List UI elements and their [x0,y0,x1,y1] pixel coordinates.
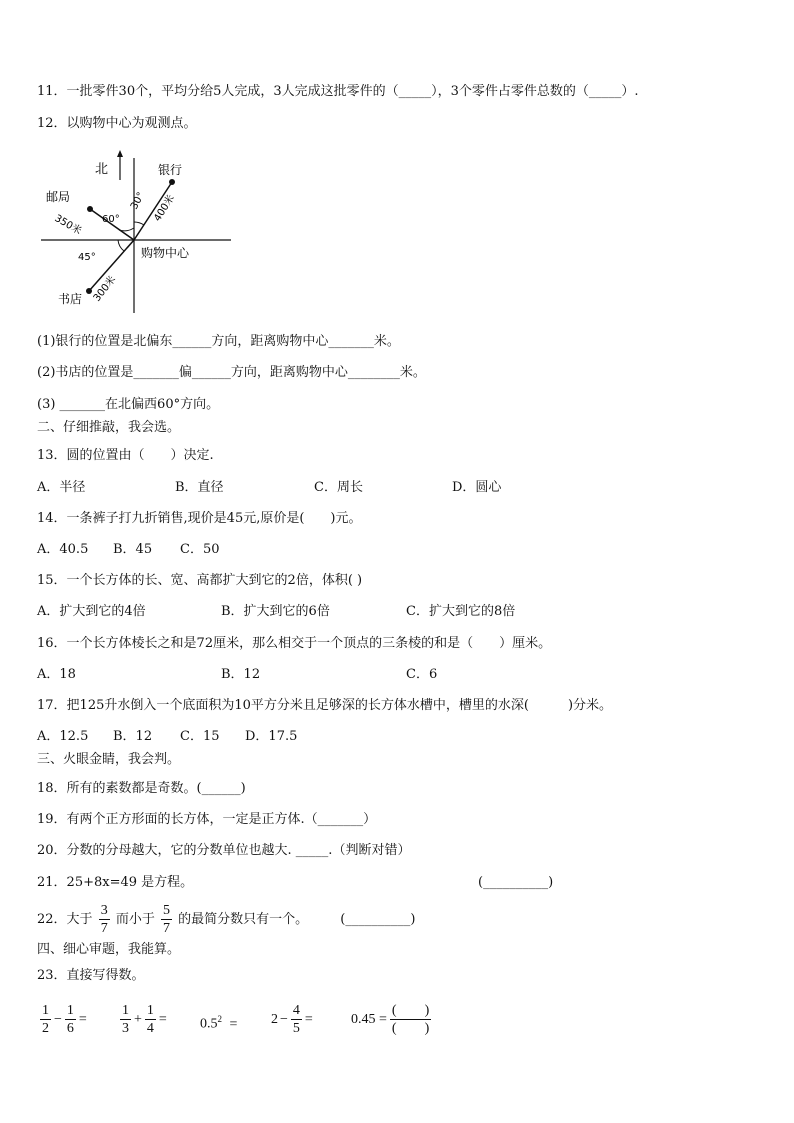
question-12-sub2: (2)书店的位置是_______偏______方向，距离购物中心________米。 [37,365,426,380]
distance-post-label: 350米 [52,213,84,238]
question-13-option-d: D．圆心 [452,480,502,495]
calc-expression-4 [270,1002,314,1037]
power-exponent: 2 [217,1014,222,1024]
question-15-option-a: A．扩大到它的4倍 [37,604,146,619]
question-22-middle: 而小于 [115,912,155,927]
angle-30-label: 30° [128,190,147,212]
direction-diagram [38,148,238,318]
question-22-prefix: 22．大于 [37,912,93,927]
question-17-option-b: B．12 [113,729,153,744]
calc-expression-3 [200,1014,237,1033]
fraction-numerator: 3 [100,903,108,918]
post-point [87,206,93,212]
question-23-stem: 23．直接写得数。 [37,968,145,983]
equals-sign: = [78,1011,87,1027]
fraction-1-4 [145,1002,156,1037]
section-3-heading: 三、火眼金睛，我会判。 [37,752,181,767]
calc-expression-1 [38,1002,88,1037]
question-17-stem: 17．把125升水倒入一个底面积为10平方分米且足够深的长方体水槽中，槽里的水深( )分米。 [37,698,613,713]
distance-bookstore-label: 300米 [91,274,119,304]
fraction-1-2 [40,1002,51,1037]
fraction-numerator: 5 [162,903,170,918]
calc-expression-2 [118,1002,168,1037]
angle-mark-60 [119,228,134,231]
question-13-option-c: C．周长 [314,480,363,495]
question-15-stem: 15．一个长方体的长、宽、高都扩大到它的2倍，体积( ) [37,573,363,588]
fraction-denominator: 7 [162,921,170,936]
question-15-option-b: B．扩大到它的6倍 [221,604,330,619]
question-19: 19．有两个正方形面的长方体，一定是正方体.（_______） [37,812,377,827]
question-17-option-a: A．12.5 [37,729,89,744]
question-16-option-c: C．6 [406,667,438,682]
question-17-option-c: C．15 [180,729,220,744]
question-22 [37,902,415,938]
fraction-numerator: 1 [42,1003,49,1018]
angle-mark-30 [134,222,144,225]
question-18: 18．所有的素数都是奇数。(______) [37,781,246,796]
question-14-option-b: B．45 [113,542,153,557]
fraction-1-3 [120,1002,131,1037]
question-22-suffix: 的最简分数只有一个。 [178,912,309,927]
angle-60-label: 60° [102,214,120,225]
fraction-denominator: 6 [66,1021,74,1036]
center-label: 购物中心 [141,246,190,260]
fraction-4-5 [291,1002,302,1037]
fraction-numerator: 1 [146,1003,154,1018]
angle-mark-45 [118,240,124,251]
bookstore-point [86,288,92,294]
question-21-stem: 21．25+8x=49 是方程。 [37,875,194,890]
question-12-stem: 12．以购物中心为观测点。 [37,116,197,131]
question-16-stem: 16．一个长方体棱长之和是72厘米，那么相交于一个顶点的三条棱的和是（ ）厘米。 [37,636,552,651]
fraction-numerator: 1 [122,1003,129,1018]
equals-sign: = [229,1016,238,1032]
question-14-option-a: A．40.5 [37,542,89,557]
question-17-option-d: D．17.5 [245,729,298,744]
section-2-heading: 二、仔细推敲，我会选。 [37,420,181,435]
north-label: 北 [95,162,109,177]
plus-operator: + [134,1011,142,1027]
question-13-option-a: A．半径 [37,480,86,495]
question-14-option-c: C．50 [180,542,220,557]
fraction-denominator: 5 [292,1021,300,1036]
minus-operator: − [280,1011,288,1027]
fraction-denominator: 2 [42,1021,49,1036]
whole-number: 2 [271,1011,278,1027]
question-11: 11．一批零件30个，平均分给5人完成，3人完成这批零件的（_____），3个零件占零件总数的（_____）. [37,84,639,99]
decimal-equals: 0.45 = [351,1011,387,1027]
fraction-blank [390,1002,431,1037]
fraction-5-7 [161,902,172,937]
question-16-option-a: A．18 [37,667,76,682]
post-label: 邮局 [46,190,71,204]
question-14-stem: 14．一条裤子打九折销售,现价是45元,原价是( )元。 [37,511,362,526]
fraction-1-6 [65,1002,76,1037]
fraction-3-7 [99,902,110,937]
bank-label: 银行 [158,163,183,177]
question-13-stem: 13．圆的位置由（ ）决定. [37,448,214,463]
bank-point [169,179,175,185]
calc-expression-5 [350,1002,433,1037]
fraction-denominator: 3 [122,1021,129,1036]
question-20: 20．分数的分母越大，它的分数单位也越大. _____.（判断对错） [37,843,411,858]
question-12-sub1: (1)银行的位置是北偏东______方向，距离购物中心_______米。 [37,334,400,349]
section-4-heading: 四、细心审题，我能算。 [37,942,181,957]
question-13-option-b: B．直径 [175,480,224,495]
question-16-option-b: B．12 [221,667,261,682]
fraction-denominator: 4 [146,1021,154,1036]
equals-sign: = [304,1011,313,1027]
question-12-sub3: (3) _______在北偏西60°方向。 [37,397,220,412]
minus-operator: − [54,1011,62,1027]
fraction-numerator-blank: ( ) [391,1003,430,1018]
question-15-option-c: C．扩大到它的8倍 [406,604,516,619]
fraction-numerator: 1 [66,1003,74,1018]
distance-bank-label: 400米 [152,193,177,224]
angle-45-label: 45° [78,252,96,263]
question-22-answer-blank: (__________) [340,912,416,927]
power-base: 0.5 [200,1016,218,1032]
equals-sign: = [158,1011,167,1027]
question-21-answer-blank: (__________) [478,875,554,890]
north-arrow-head [117,150,123,157]
fraction-numerator: 4 [292,1003,300,1018]
bookstore-label: 书店 [58,292,83,306]
fraction-denominator: 7 [100,921,108,936]
fraction-denominator-blank: ( ) [391,1021,430,1036]
